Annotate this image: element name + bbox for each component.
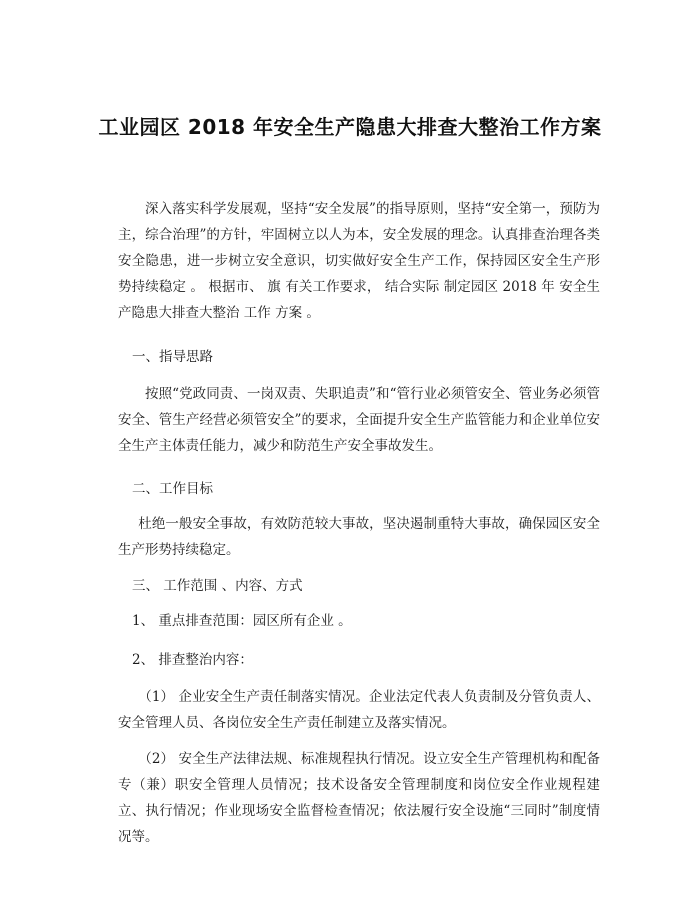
section1-paragraph: 按照“党政同责、一岗双责、失职追责”和“管行业必须管安全、管业务必须管安全、管生产经营必须管安全”的要求，全面提升安全生产监管能力和企业单位安全生产主体责任能力，减少和防范生产安全事故发生。 [118,386,600,454]
section3-sub2-paragraph: （2） 安全生产法律法规、标准规程执行情况。设立安全生产管理机构和配备专（兼）职安全管理人员情况；技术设备安全管理制度和岗位安全作业规程建立、执行情况；作业现场安全监督检查情况；依法履行安全设施“三同时”制度情况等。 [118,751,600,845]
intro-paragraph: 深入落实科学发展观，坚持“安全发展”的指导原则，坚持“安全第一，预防为主，综合治理”的方针，牢固树立以人为本，安全发展的理念。认真排查治理各类安全隐患，进一步树立安全意识，切实做好安全生产工作，保持园区安全生产形势持续稳定 。 根据市、 旗 有关工作要求， 结合实际 制定园区 2018 年 安全生产隐患大排查大整治 工作 方案 。 [118,201,600,321]
section2-paragraph: 杜绝一般安全事故，有效防范较大事故，坚决遏制重特大事故，确保园区安全生产形势持续稳定。 [118,516,600,558]
section3-item2: 2、 排查整治内容： [132,652,253,668]
document-title: 工业园区 2018 年安全生产隐患大排查大整治工作方案 [98,115,602,139]
section3-sub1-paragraph: （1） 企业安全生产责任制落实情况。企业法定代表人负责制及分管负责人、安全管理人员、各岗位安全生产责任制建立及落实情况。 [118,689,600,731]
section3-heading: 三、 工作范围 、内容、方式 [132,578,303,594]
section2-heading: 二、工作目标 [132,481,213,497]
section1-heading: 一、指导思路 [132,349,213,365]
section3-item1: 1、 重点排查范围：园区所有企业 。 [132,613,352,629]
